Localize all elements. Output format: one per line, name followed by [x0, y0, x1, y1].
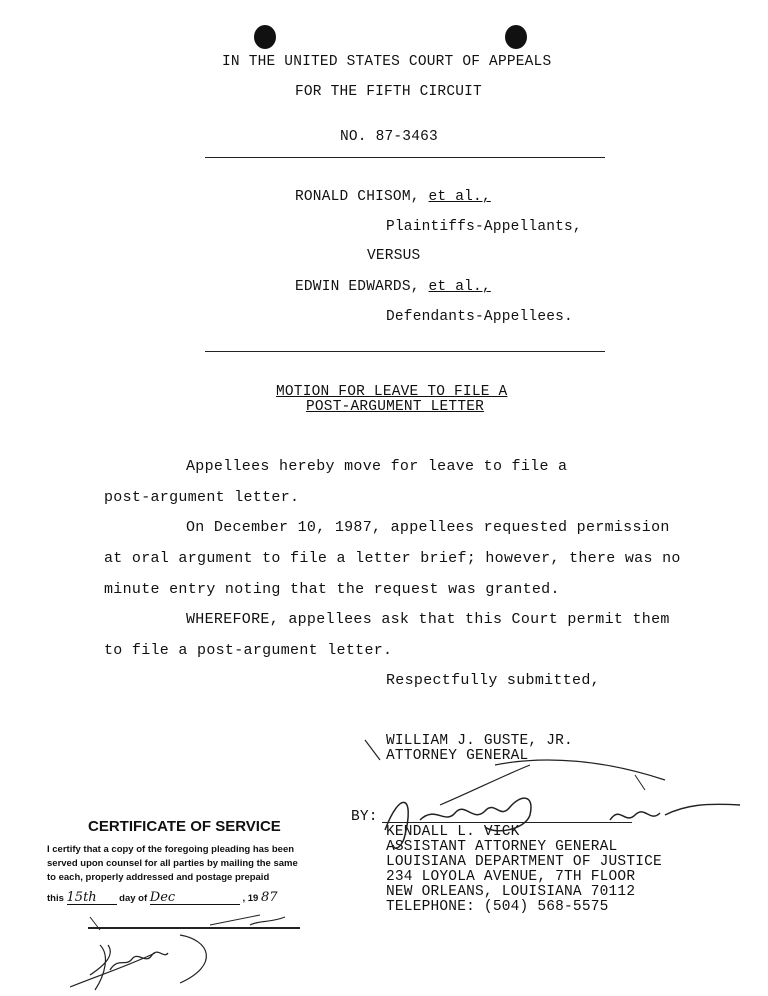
department: LOUISIANA DEPARTMENT OF JUSTICE — [386, 854, 662, 870]
certificate-line3: to each, properly addressed and postage prepaid — [47, 872, 270, 883]
signer-title: ASSISTANT ATTORNEY GENERAL — [386, 839, 618, 855]
para3-line1: WHEREFORE, appellees ask that this Court permit them — [186, 611, 670, 628]
certificate-signature — [60, 895, 300, 995]
defendant-line — [295, 279, 491, 295]
certificate-day-of-label: day of — [119, 893, 148, 904]
certificate-month-blank: Dec — [150, 892, 240, 905]
versus: VERSUS — [367, 248, 421, 264]
plaintiff-name: RONALD CHISOM, — [295, 189, 420, 205]
para2-line2: at oral argument to file a letter brief; however, there was no — [104, 550, 681, 567]
para3-line2: to file a post-argument letter. — [104, 642, 393, 659]
para2-line1: On December 10, 1987, appellees requested permission — [186, 519, 670, 536]
case-number: NO. 87-3463 — [340, 129, 438, 145]
certificate-year-label: , 19 — [242, 893, 259, 904]
motion-title-line2: POST-ARGUMENT LETTER — [306, 399, 485, 415]
hole-punch-left — [254, 25, 276, 49]
caption-divider — [205, 351, 605, 352]
header-divider — [205, 157, 605, 158]
para1-line2: post-argument letter. — [104, 489, 300, 506]
plaintiff-line — [295, 189, 491, 205]
defendant-name: EDWIN EDWARDS, — [295, 279, 420, 295]
hole-punch-right — [505, 25, 527, 49]
para1-line1: Appellees hereby move for leave to file a — [186, 458, 568, 475]
court-name: IN THE UNITED STATES COURT OF APPEALS — [222, 54, 552, 70]
closing: Respectfully submitted, — [386, 672, 600, 689]
plaintiff-et-al: et al., — [428, 189, 491, 205]
certificate-line2: served upon counsel for all parties by mailing the same — [47, 858, 298, 869]
motion-title-line1: MOTION FOR LEAVE TO FILE A — [276, 384, 508, 400]
certificate-day-blank: 15th — [67, 892, 117, 905]
address-line2: NEW ORLEANS, LOUISIANA 70112 — [386, 884, 636, 900]
certificate-line1: I certify that a copy of the foregoing pleading has been — [47, 844, 295, 855]
certificate-title: CERTIFICATE OF SERVICE — [88, 818, 281, 835]
telephone: TELEPHONE: (504) 568-5575 — [386, 899, 609, 915]
para2-line3: minute entry noting that the request was granted. — [104, 581, 560, 598]
attorney-general-name: WILLIAM J. GUSTE, JR. — [386, 733, 573, 749]
address-line1: 234 LOYOLA AVENUE, 7TH FLOOR — [386, 869, 636, 885]
circuit-name: FOR THE FIFTH CIRCUIT — [295, 84, 482, 100]
certificate-this-label: this — [47, 893, 64, 904]
defendant-role: Defendants-Appellees. — [386, 309, 573, 325]
plaintiff-role: Plaintiffs-Appellants, — [386, 219, 582, 235]
attorney-general-title: ATTORNEY GENERAL — [386, 748, 529, 764]
certificate-year-blank: 87 — [260, 890, 278, 905]
signer-name: KENDALL L. VICK — [386, 824, 520, 840]
by-label: BY: — [351, 809, 378, 825]
handwritten-signature — [345, 735, 745, 855]
defendant-et-al: et al., — [428, 279, 491, 295]
